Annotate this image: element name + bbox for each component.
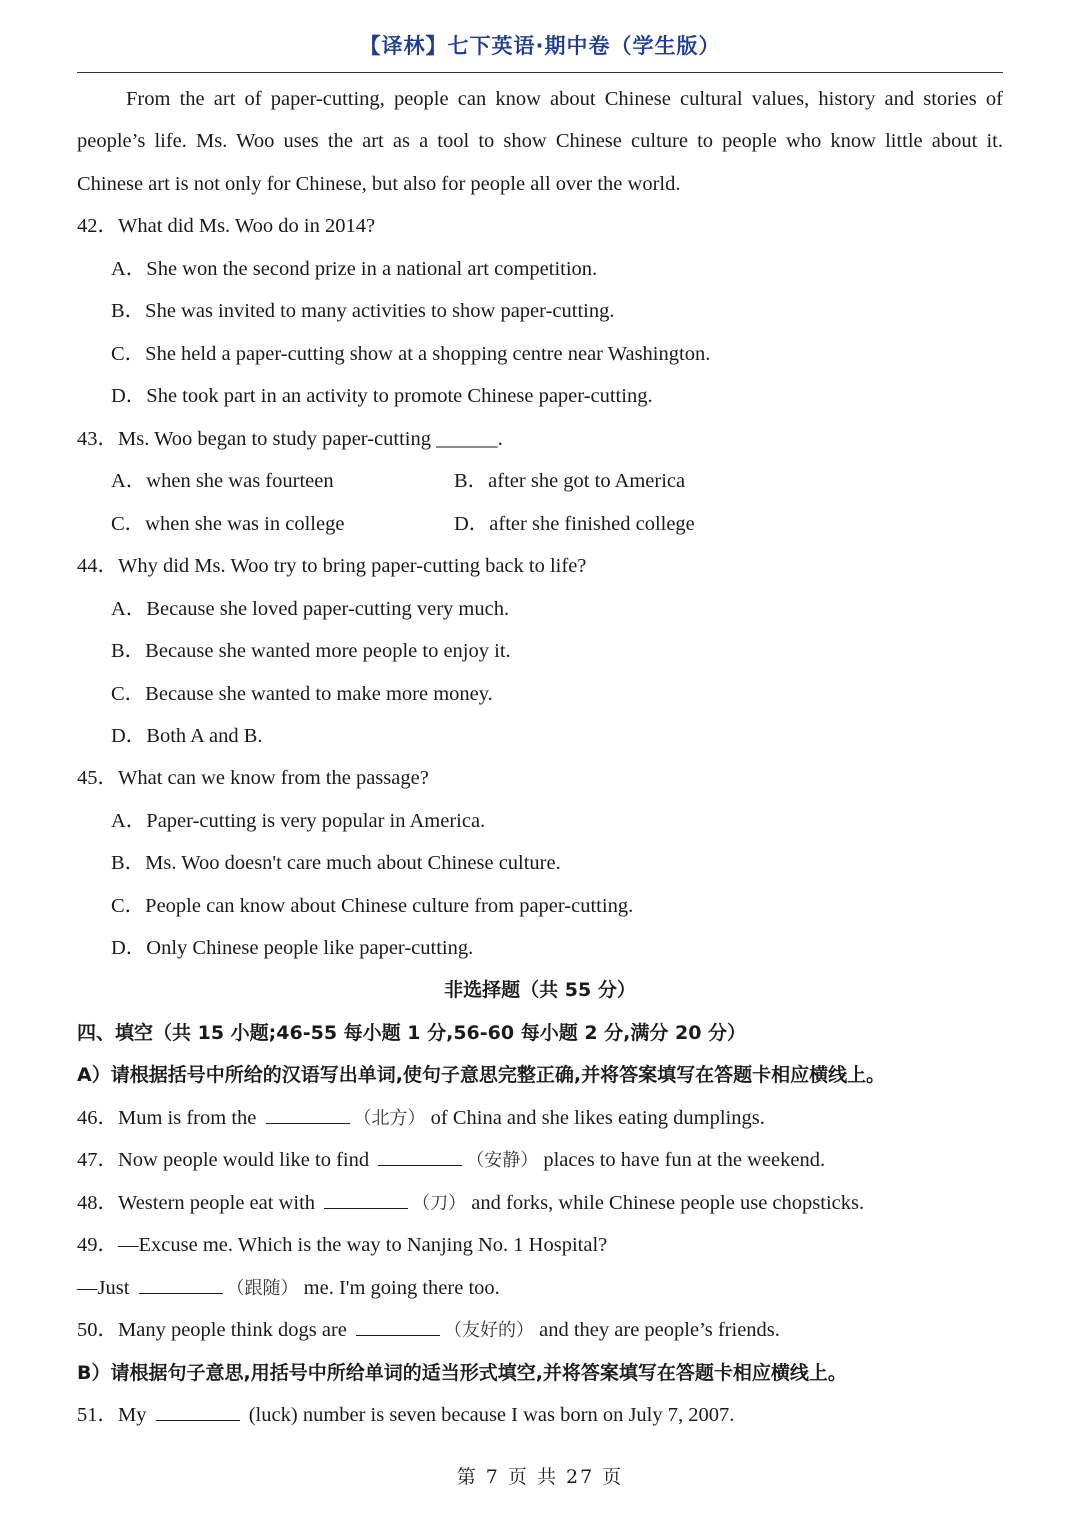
question-option: A．Because she loved paper-cutting very much. bbox=[111, 598, 510, 620]
section-title-part4: 四、填空（共 15 小题;46-55 每小题 1 分,56-60 每小题 2 分,满分 20 分） bbox=[77, 1022, 747, 1044]
question-option: C．when she was in college bbox=[111, 513, 345, 535]
fill-item-text: and they are people’s friends. bbox=[539, 1319, 780, 1341]
answer-blank[interactable] bbox=[266, 1105, 350, 1124]
answer-blank[interactable] bbox=[139, 1275, 223, 1294]
fill-item-text: 46．Mum is from the bbox=[77, 1107, 257, 1129]
fill-item-hint: （跟随） bbox=[226, 1278, 299, 1299]
fill-item bbox=[77, 1402, 734, 1428]
question-option: D．Both A and B. bbox=[111, 725, 263, 747]
question-option: A．Paper-cutting is very popular in America. bbox=[111, 810, 486, 832]
fill-item-text: and forks, while Chinese people use chopsticks. bbox=[471, 1192, 865, 1214]
fill-item bbox=[77, 1105, 765, 1132]
question-stem: 44．Why did Ms. Woo try to bring paper-cutting back to life? bbox=[77, 555, 587, 577]
fill-item bbox=[77, 1232, 607, 1258]
fill-item bbox=[77, 1275, 500, 1302]
question-stem: 45．What can we know from the passage? bbox=[77, 767, 429, 789]
fill-item-hint: （友好的） bbox=[444, 1320, 534, 1341]
question-option: B．Ms. Woo doesn't care much about Chinese culture. bbox=[111, 852, 561, 874]
question-stem: 43．Ms. Woo began to study paper-cutting ______. bbox=[77, 428, 503, 450]
answer-blank[interactable] bbox=[156, 1402, 240, 1421]
fill-item-text: of China and she likes eating dumplings. bbox=[430, 1107, 765, 1129]
fill-item-text: me. I'm going there too. bbox=[303, 1277, 500, 1299]
fill-item-hint: (luck) bbox=[248, 1404, 298, 1426]
fill-item-text: places to have fun at the weekend. bbox=[543, 1149, 826, 1171]
question-option: C．People can know about Chinese culture from paper-cutting. bbox=[111, 895, 634, 917]
question-option: B．She was invited to many activities to show paper-cutting. bbox=[111, 300, 615, 322]
question-stem: 42．What did Ms. Woo do in 2014? bbox=[77, 215, 376, 237]
section-title-non-choice: 非选择题（共 55 分） bbox=[444, 979, 636, 1001]
fill-item-text: 47．Now people would like to find bbox=[77, 1149, 370, 1171]
section-title-part-a: A）请根据括号中所给的汉语写出单词,使句子意思完整正确,并将答案填写在答题卡相应横线上。 bbox=[77, 1064, 886, 1086]
answer-blank[interactable] bbox=[356, 1317, 440, 1336]
question-option: D．She took part in an activity to promote Chinese paper-cutting. bbox=[111, 385, 653, 407]
answer-blank[interactable] bbox=[324, 1190, 408, 1209]
question-option: A．She won the second prize in a national art competition. bbox=[111, 258, 598, 280]
page-number: 第 7 页 共 27 页 bbox=[456, 1466, 624, 1488]
question-option: C．She held a paper-cutting show at a shopping centre near Washington. bbox=[111, 343, 711, 365]
question-option: D．after she finished college bbox=[454, 513, 695, 535]
fill-item-text: —Just bbox=[77, 1277, 130, 1299]
section-title-part-b: B）请根据句子意思,用括号中所给单词的适当形式填空,并将答案填写在答题卡相应横线上。 bbox=[77, 1362, 847, 1384]
question-option: B．Because she wanted more people to enjoy it. bbox=[111, 640, 511, 662]
fill-item-text: 49．—Excuse me. Which is the way to Nanjing No. 1 Hospital? bbox=[77, 1234, 608, 1256]
passage-line: Chinese art is not only for Chinese, but also for people all over the world. bbox=[77, 173, 681, 195]
passage-line: people’s life. Ms. Woo uses the art as a tool to show Chinese culture to people who know little about it. bbox=[77, 130, 1003, 152]
fill-item-hint: （安静） bbox=[466, 1150, 539, 1171]
fill-item bbox=[77, 1190, 864, 1217]
fill-item-hint: （北方） bbox=[353, 1108, 426, 1129]
header-divider bbox=[77, 72, 1003, 73]
question-option: D．Only Chinese people like paper-cutting. bbox=[111, 937, 474, 959]
fill-item-text: 51．My bbox=[77, 1404, 147, 1426]
fill-item-text: number is seven because I was born on July 7, 2007. bbox=[302, 1404, 735, 1426]
passage-line: From the art of paper-cutting, people can know about Chinese cultural values, history and stories of bbox=[126, 88, 1003, 110]
question-option: C．Because she wanted to make more money. bbox=[111, 683, 493, 705]
fill-item bbox=[77, 1317, 780, 1344]
fill-item bbox=[77, 1147, 825, 1174]
question-option: A．when she was fourteen bbox=[111, 470, 334, 492]
fill-item-text: 50．Many people think dogs are bbox=[77, 1319, 347, 1341]
answer-blank[interactable] bbox=[378, 1147, 462, 1166]
fill-item-hint: （刀） bbox=[412, 1193, 467, 1214]
page-header-title: 【译林】七下英语·期中卷（学生版） bbox=[359, 34, 721, 58]
question-option: B．after she got to America bbox=[454, 470, 686, 492]
fill-item-text: 48．Western people eat with bbox=[77, 1192, 316, 1214]
